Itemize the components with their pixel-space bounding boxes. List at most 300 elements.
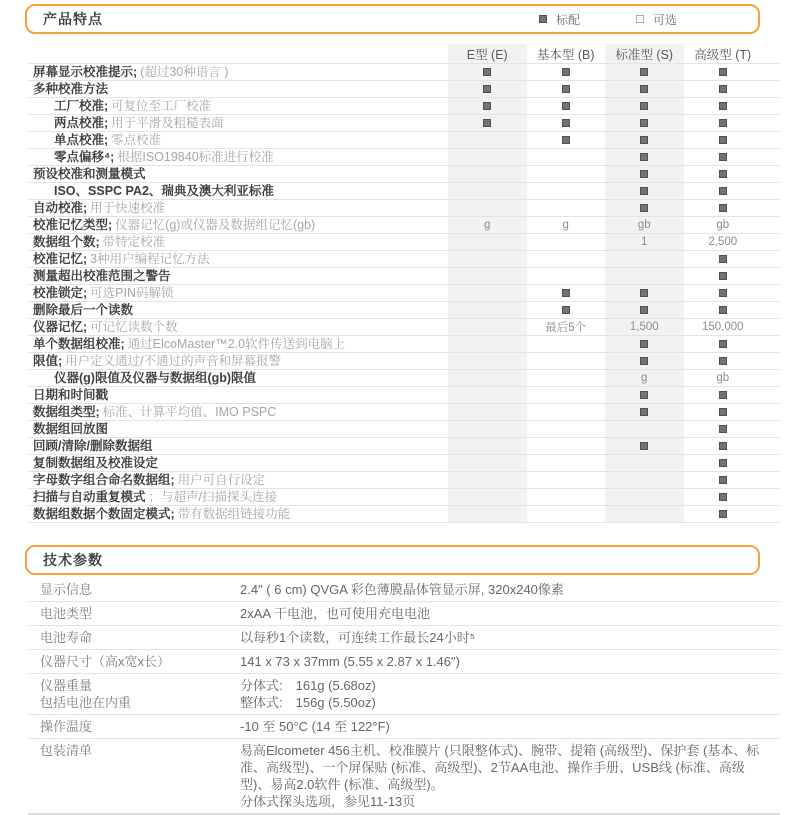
standard-marker-icon [719,289,727,297]
feature-cell-E [448,268,527,284]
column-header-B: 基本型 (B) [536,47,595,62]
standard-marker-icon [483,68,491,76]
feature-name [28,353,448,369]
feature-name [28,268,448,284]
feature-name [28,132,448,148]
feature-row [28,318,780,335]
standard-marker-icon [483,85,491,93]
feature-name [28,370,448,386]
feature-name-text: 回顾/清除/删除数据组 [33,439,153,453]
feature-row [28,233,780,250]
feature-row [28,505,780,522]
feature-cell-E [448,455,527,471]
feature-cell-T [684,64,763,80]
spec-row [28,626,780,650]
standard-marker-icon [719,119,727,127]
feature-name [28,115,448,131]
feature-cell-S [605,421,684,437]
feature-cell-B [527,115,606,131]
feature-name-text: 数据组个数; [33,235,100,249]
feature-name-text: 日期和时间戳 [33,388,109,402]
feature-cell-S [605,81,684,97]
standard-marker-icon [719,493,727,501]
feature-cell-S [605,64,684,80]
feature-cell-T [684,251,763,267]
spec-label-line: 电池寿命 [40,630,93,645]
feature-row [28,471,780,488]
feature-cell-T [684,166,763,182]
feature-column-headers [28,44,780,63]
feature-cell-T [684,455,763,471]
feature-cell-E [448,387,527,403]
feature-cell-S [605,438,684,454]
feature-cell-E [448,336,527,352]
column-header-E: E型 (E) [448,44,527,63]
feature-cell-B [527,421,606,437]
feature-description: 用于平滑及粗糙表面 [111,116,224,130]
standard-marker-icon [562,68,570,76]
standard-marker-icon [719,425,727,433]
standard-marker-icon [719,459,727,467]
spec-value-line: 2xAA 干电池，也可使用充电电池 [240,606,430,621]
standard-marker-icon [640,391,648,399]
feature-cell-B [527,285,606,301]
feature-cell-T [684,132,763,148]
spec-label [28,581,240,598]
feature-name [28,98,448,114]
spec-label [28,629,240,646]
optional-marker-icon [636,15,644,23]
standard-marker-icon [483,119,491,127]
feature-cell-E [448,200,527,216]
standard-marker-icon [562,306,570,314]
feature-cell-T [684,353,763,369]
feature-name [28,336,448,352]
feature-cell-S [605,506,684,522]
feature-cell-E [448,353,527,369]
feature-cell-E [448,64,527,80]
standard-marker-icon [562,289,570,297]
spec-row [28,602,780,626]
feature-cell-S [605,404,684,420]
feature-cell-T: 2,500 [708,236,738,248]
feature-cell-T: gb [716,372,730,384]
feature-name [28,489,448,505]
feature-name-text: 预设校准和测量模式 [33,167,146,181]
feature-cell-E [448,302,527,318]
feature-description: ；与超声/扫描探头连接 [148,490,277,504]
standard-marker-icon [640,136,648,144]
feature-name-text: 仪器(g)限值及仪器与数据组(gb)限值 [54,371,257,385]
feature-name [28,404,448,420]
feature-cell-E [448,98,527,114]
feature-name [28,251,448,267]
feature-cell-S [605,455,684,471]
feature-description: 标准、计算平均值、IMO PSPC [102,405,277,419]
feature-cell-B [527,234,606,250]
feature-name [28,81,448,97]
feature-cell-T: gb [716,219,730,231]
spec-value-line: 141 x 73 x 37mm (5.55 x 2.87 x 1.46") [240,654,460,669]
feature-cell-E [448,166,527,182]
feature-cell-E: g [448,217,527,233]
feature-cell-T [684,183,763,199]
feature-row [28,437,780,454]
feature-name [28,234,448,250]
feature-row [28,403,780,420]
feature-row [28,165,780,182]
legend-optional-label: 可选 [653,12,678,27]
feature-cell-B [527,506,606,522]
feature-description: 零点校准 [111,133,162,147]
feature-description: 根据ISO19840标准进行校准 [117,150,274,164]
spec-value-line: 2.4" ( 6 cm) QVGA 彩色薄膜晶体管显示屏, 320x240像素 [240,582,564,597]
feature-cell-B [527,387,606,403]
standard-marker-icon [719,68,727,76]
feature-cell-S: g [605,370,684,386]
feature-description: 3种用户编程记忆方法 [90,252,210,266]
spec-value-line: 易高Elcometer 456主机、校准膜片 (只限整体式)、腕带、提箱 (高级型)、保护套 (基本、标准、高级型)、一个屏保贴 (标准、高级型)、2节AA电池、操作手册、USB线 (标准、高级型)、易高2.0软件 (标准、高级型)。 [240,743,760,792]
feature-cell-S [605,149,684,165]
feature-name-text: 单个数据组校准; [33,337,125,351]
feature-name [28,285,448,301]
spec-value [240,605,780,622]
spec-label [28,742,240,810]
standard-marker-icon [640,85,648,93]
spec-label-line: 仪器尺寸（高x宽x长） [40,654,171,669]
spec-value [240,581,780,598]
spec-label-line: 操作温度 [40,719,93,734]
specs-table [28,578,780,815]
feature-cell-E [448,285,527,301]
feature-cell-S [605,285,684,301]
feature-name-text: ISO、SSPC PA2、瑞典及澳大利亚标准 [54,184,274,198]
spec-label [28,605,240,622]
standard-marker-icon [719,510,727,518]
feature-row [28,488,780,505]
spec-value-line: 分体式: 161g (5.68oz) [240,678,376,693]
feature-cell-B [527,353,606,369]
feature-name [28,302,448,318]
feature-cell-S [605,183,684,199]
standard-marker-icon [640,119,648,127]
feature-cell-S [605,268,684,284]
standard-marker-icon [640,289,648,297]
feature-row [28,301,780,318]
feature-row [28,420,780,437]
standard-marker-icon [562,119,570,127]
feature-cell-E [448,132,527,148]
feature-name-text: 多种校准方法 [33,82,109,96]
feature-cell-B [527,132,606,148]
spec-label [28,653,240,670]
standard-marker-icon [719,187,727,195]
feature-cell-T [684,438,763,454]
standard-marker-icon [483,102,491,110]
feature-cell-S: 1,500 [605,319,684,335]
feature-name [28,64,448,80]
feature-row [28,80,780,97]
feature-name-text: 数据组类型; [33,405,100,419]
feature-cell-E [448,251,527,267]
feature-cell-T [684,336,763,352]
feature-cell-E [448,370,527,386]
standard-marker-icon [719,102,727,110]
feature-row [28,63,780,80]
feature-description: 带有数据组链接功能 [177,507,291,521]
standard-marker-icon [719,408,727,416]
spec-row [28,578,780,602]
feature-cell-B [527,302,606,318]
feature-cell-S [605,336,684,352]
feature-cell-E [448,319,527,335]
feature-description: (超过30种语言 ) [140,65,229,79]
feature-name-text: 仪器记忆; [33,320,88,334]
column-header-T: 高级型 (T) [694,47,752,62]
feature-cell-E [448,404,527,420]
spec-label-line: 显示信息 [40,582,93,597]
feature-matrix-table [28,63,780,523]
feature-name [28,217,448,233]
feature-cell-S [605,251,684,267]
feature-cell-E [448,472,527,488]
feature-cell-B [527,472,606,488]
spec-value-line: 以每秒1个读数，可连续工作最长24小时⁵ [240,630,476,645]
standard-marker-icon [719,170,727,178]
feature-cell-T [684,149,763,165]
feature-description: 带特定校准 [102,235,166,249]
feature-row [28,148,780,165]
feature-cell-T [684,472,763,488]
feature-name-text: 字母数字组合命名数据组; [33,473,175,487]
feature-row [28,182,780,199]
spec-row [28,715,780,739]
standard-marker-icon [719,442,727,450]
spec-label-line: 电池类型 [40,606,93,621]
feature-description: 用于快速校准 [90,201,166,215]
features-section-title: 产品特点 [43,11,103,27]
feature-cell-B [527,64,606,80]
feature-cell-B [527,455,606,471]
standard-marker-icon [562,85,570,93]
spec-row [28,739,780,815]
feature-cell-E [448,115,527,131]
spec-value-line: 整体式: 156g (5.50oz) [240,695,376,710]
standard-marker-icon [640,170,648,178]
feature-name-text: 删除最后一个读数 [33,303,134,317]
feature-name [28,506,448,522]
feature-row [28,199,780,216]
feature-row [28,250,780,267]
spec-row [28,674,780,715]
standard-marker-icon [719,340,727,348]
feature-description: 用户可自行设定 [177,473,266,487]
feature-cell-B [527,183,606,199]
standard-marker-icon [640,306,648,314]
feature-cell-E [448,438,527,454]
standard-marker-icon [640,68,648,76]
feature-name-text: 校准锁定; [33,286,88,300]
features-section-header [25,4,760,34]
feature-name-text: 测量超出校准范围之警告 [33,269,171,283]
feature-cell-T [684,489,763,505]
feature-cell-T [684,98,763,114]
feature-cell-T [684,404,763,420]
feature-cell-S [605,132,684,148]
feature-cell-B [527,251,606,267]
spec-value [240,653,780,670]
standard-marker-icon [719,357,727,365]
standard-marker-icon [640,442,648,450]
feature-row [28,369,780,386]
feature-cell-E [448,506,527,522]
feature-name-text: 两点校准; [54,116,109,130]
feature-cell-T [684,302,763,318]
standard-marker-icon [539,15,547,23]
standard-marker-icon [719,255,727,263]
feature-cell-E [448,489,527,505]
spec-value [240,629,780,646]
standard-marker-icon [562,136,570,144]
standard-marker-icon [640,357,648,365]
spec-label [28,718,240,735]
feature-description: 通过ElcoMaster™2.0软件传送到电脑上 [127,337,346,351]
feature-cell-T [684,81,763,97]
feature-cell-T [684,506,763,522]
spec-value [240,677,780,711]
feature-name [28,149,448,165]
feature-cell-B [527,404,606,420]
feature-cell-B: g [562,219,569,231]
feature-cell-S: 1 [605,234,684,250]
feature-description: 可记忆读数个数 [90,320,178,334]
spec-label [28,677,240,711]
feature-cell-T [684,421,763,437]
feature-cell-S [605,472,684,488]
standard-marker-icon [640,408,648,416]
spec-value [240,742,780,810]
feature-row [28,97,780,114]
feature-row [28,386,780,403]
feature-row [28,335,780,352]
feature-cell-B [527,370,606,386]
feature-cell-S [605,98,684,114]
feature-cell-T [684,268,763,284]
feature-name [28,421,448,437]
legend-standard [539,11,580,28]
feature-name [28,200,448,216]
feature-cell-B: 最后5个 [545,322,587,334]
feature-description: 可选PIN码解锁 [90,286,174,300]
feature-cell-E [448,183,527,199]
column-header-S: 标准型 (S) [605,44,684,63]
feature-cell-B [527,98,606,114]
feature-name-text: 屏幕显示校准提示; [33,65,138,79]
standard-marker-icon [640,340,648,348]
feature-row [28,114,780,131]
feature-name [28,455,448,471]
standard-marker-icon [719,136,727,144]
column-header-spacer [28,44,448,63]
feature-name-text: 扫描与自动重复模式 [33,490,146,504]
standard-marker-icon [719,306,727,314]
standard-marker-icon [719,476,727,484]
feature-cell-B [527,200,606,216]
specs-section-header [25,545,760,575]
feature-cell-S [605,166,684,182]
feature-name-text: 自动校准; [33,201,88,215]
feature-cell-T [684,387,763,403]
feature-row [28,454,780,471]
feature-cell-T [684,285,763,301]
feature-cell-T [684,200,763,216]
feature-cell-B [527,81,606,97]
standard-marker-icon [640,204,648,212]
feature-description: 用户定义通过/不通过的声音和屏幕报警 [65,354,282,368]
feature-name-text: 复制数据组及校准设定 [33,456,159,470]
standard-marker-icon [640,187,648,195]
standard-marker-icon [719,153,727,161]
feature-name-text: 限值; [33,354,63,368]
spec-value-line: 分体式探头选项，参见11-13页 [240,794,416,809]
marker-legend [539,6,677,32]
standard-marker-icon [719,204,727,212]
feature-cell-B [527,268,606,284]
feature-cell-E [448,81,527,97]
spec-label-line: 仪器重量 [40,678,93,693]
feature-name-text: 校准记忆; [33,252,88,266]
feature-description: 可复位至工厂校准 [111,99,212,113]
feature-cell-S [605,302,684,318]
standard-marker-icon [719,272,727,280]
feature-cell-B [527,489,606,505]
feature-cell-S: gb [605,217,684,233]
feature-cell-E [448,149,527,165]
feature-row [28,284,780,301]
feature-name [28,472,448,488]
spec-value [240,718,780,735]
feature-cell-E [448,234,527,250]
feature-row [28,352,780,369]
feature-name [28,183,448,199]
standard-marker-icon [562,102,570,110]
feature-name [28,387,448,403]
feature-name-text: 零点偏移⁴; [54,150,115,164]
feature-cell-S [605,387,684,403]
feature-name-text: 数据组数据个数固定模式; [33,507,175,521]
specs-section-title: 技术参数 [43,552,103,568]
standard-marker-icon [640,153,648,161]
spec-value-line: -10 至 50°C (14 至 122°F) [240,719,390,734]
legend-standard-label: 标配 [556,12,581,27]
feature-name [28,166,448,182]
feature-cell-S [605,489,684,505]
feature-cell-E [448,421,527,437]
feature-cell-B [527,438,606,454]
feature-name-text: 单点校准; [54,133,109,147]
legend-optional [636,11,677,28]
feature-row [28,216,780,233]
spec-row [28,650,780,674]
feature-description: 仪器记忆(g)或仪器及数据组记忆(gb) [115,218,316,232]
standard-marker-icon [719,85,727,93]
spec-label-line: 包装清单 [40,743,93,758]
feature-name-text: 工厂校准; [54,99,109,113]
feature-cell-B [527,166,606,182]
feature-row [28,131,780,148]
feature-name [28,438,448,454]
feature-cell-B [527,149,606,165]
